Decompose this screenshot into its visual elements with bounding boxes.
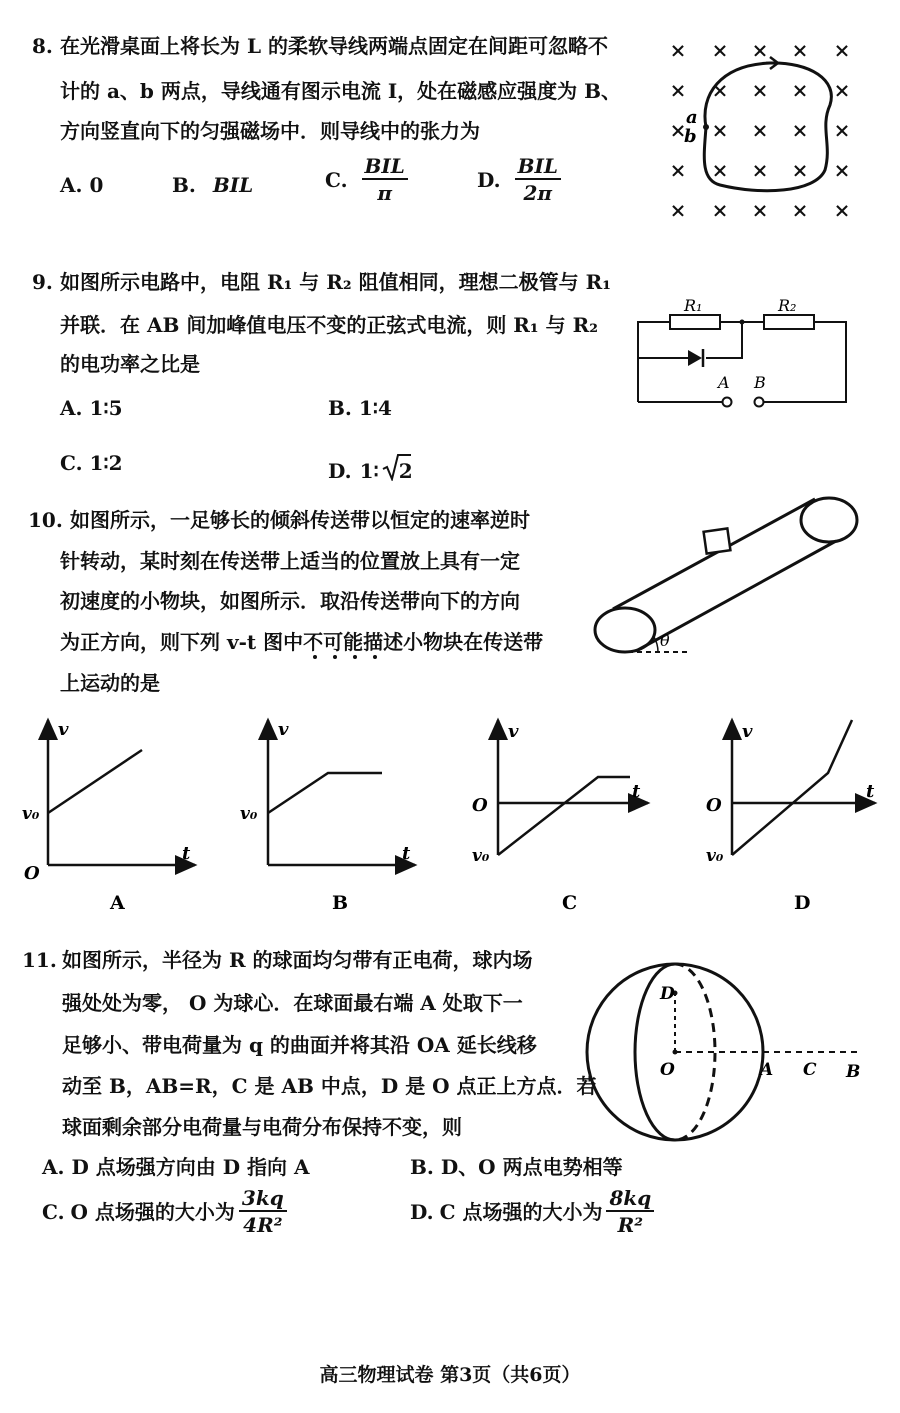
q9-option-a[interactable] xyxy=(60,398,123,418)
numerator: 3kq xyxy=(239,1188,287,1212)
field-cross-icon: × xyxy=(791,118,809,142)
q10-vt-graphs xyxy=(20,715,880,920)
label-theta: θ xyxy=(660,631,670,650)
q9-line-1: 如图所示电路中，电阻 R₁ 与 R₂ 阻值相同，理想二极管与 R₁ xyxy=(60,270,611,294)
q10-number: 10. xyxy=(28,508,63,532)
option-label: C. xyxy=(42,1199,65,1224)
option-text: D 点场强方向由 D 指向 A xyxy=(71,1155,310,1179)
q8-option-c[interactable] xyxy=(325,156,408,203)
label-b: b xyxy=(684,126,697,147)
field-cross-icon: × xyxy=(669,198,687,222)
axis-v: v xyxy=(278,719,289,740)
axis-v: v xyxy=(508,721,519,742)
label-r1: R₁ xyxy=(684,296,703,315)
option-value: BIL xyxy=(212,173,254,197)
q8-line-3: 方向竖直向下的匀强磁场中．则导线中的张力为 xyxy=(60,119,480,143)
field-cross-icon: × xyxy=(833,198,851,222)
label-d: D xyxy=(660,984,675,1004)
field-cross-icon: × xyxy=(711,158,729,182)
option-label: A. xyxy=(42,1155,65,1179)
q9-number: 9. xyxy=(32,270,53,294)
field-cross-icon: × xyxy=(791,158,809,182)
option-label: D. xyxy=(410,1199,434,1224)
option-value: 1∶5 xyxy=(89,396,123,420)
denominator: 2π xyxy=(523,181,553,205)
q11-line-3: 足够小、带电荷量为 q 的曲面并将其沿 OA 延长线移 xyxy=(62,1033,537,1057)
option-label: C. xyxy=(325,167,348,192)
graph-label-d: D xyxy=(794,892,811,914)
q8-option-a[interactable] xyxy=(60,175,103,195)
q10-line-1: 如图所示，一足够长的倾斜传送带以恒定的速率逆时 xyxy=(70,508,530,532)
q10-conveyor-figure xyxy=(588,485,868,665)
numerator: BIL xyxy=(362,156,408,180)
q8-option-b[interactable] xyxy=(172,175,253,195)
field-cross-icon: × xyxy=(669,118,687,142)
field-cross-icon: × xyxy=(711,38,729,62)
numerator: 8kq xyxy=(606,1188,654,1212)
emphasis-dots xyxy=(305,652,385,662)
label-o: O xyxy=(660,1060,675,1080)
field-cross-icon: × xyxy=(669,38,687,62)
field-cross-icon: × xyxy=(791,198,809,222)
label-a: a xyxy=(686,107,698,128)
upper-roller xyxy=(801,498,857,542)
axis-t: t xyxy=(866,781,875,802)
option-label: B. xyxy=(172,173,196,197)
label-r2: R₂ xyxy=(778,296,797,315)
option-text: D、O 两点电势相等 xyxy=(440,1155,623,1179)
label-a: A xyxy=(718,373,730,392)
fraction xyxy=(606,1188,654,1235)
axis-t: t xyxy=(182,843,191,864)
point-dot xyxy=(703,124,709,130)
q11-option-a[interactable] xyxy=(42,1157,310,1177)
diode-icon xyxy=(688,350,702,366)
block xyxy=(704,528,731,553)
q8-option-d[interactable] xyxy=(477,156,561,203)
q11-sphere-figure xyxy=(580,955,875,1155)
fraction xyxy=(239,1188,287,1235)
q11-line-1: 如图所示，半径为 R 的球面均匀带有正电荷，球内场 xyxy=(62,948,533,972)
graph-label-a: A xyxy=(110,892,125,914)
label-origin: O xyxy=(472,795,488,816)
q11-option-b[interactable] xyxy=(410,1157,623,1177)
field-cross-icon: × xyxy=(669,78,687,102)
field-cross-icon: × xyxy=(669,158,687,182)
q9-line-2: 并联．在 AB 间加峰值电压不变的正弦式电流，则 R₁ 与 R₂ xyxy=(60,313,598,337)
field-cross-icon: × xyxy=(751,198,769,222)
fraction xyxy=(515,156,561,203)
label-origin: O xyxy=(706,795,722,816)
label-origin: O xyxy=(24,863,40,884)
option-text: C 点场强的大小为 xyxy=(439,1199,603,1224)
option-label: A. xyxy=(60,396,83,420)
option-label: D. xyxy=(477,167,501,192)
option-value: 1∶2 xyxy=(89,451,123,475)
graph-label-b: B xyxy=(332,892,349,914)
numerator: BIL xyxy=(515,156,561,180)
label-v0: v₀ xyxy=(22,804,40,824)
axis-v: v xyxy=(742,721,753,742)
q10-line-2: 针转动，某时刻在传送带上适当的位置放上具有一定 xyxy=(60,549,520,573)
field-cross-icon: × xyxy=(833,78,851,102)
label-b: B xyxy=(846,1062,861,1082)
q8-line-2: 计的 a、b 两点，导线通有图示电流 I，处在磁感应强度为 B、 xyxy=(60,79,622,103)
option-text: O 点场强的大小为 xyxy=(70,1199,235,1224)
graph-a-line xyxy=(48,750,142,813)
q11-line-4: 动至 B，AB=R，C 是 AB 中点，D 是 O 点正上方点．若 xyxy=(62,1074,597,1098)
terminal-a xyxy=(723,398,732,407)
option-label: B. xyxy=(328,396,352,420)
field-cross-icon: × xyxy=(791,38,809,62)
option-value: 1∶ xyxy=(359,459,379,483)
axis-t: t xyxy=(632,781,641,802)
denominator: R² xyxy=(617,1213,644,1237)
label-v0: v₀ xyxy=(472,846,490,866)
option-value: 1∶4 xyxy=(358,396,392,420)
graph-c xyxy=(472,720,648,914)
field-cross-icon: × xyxy=(751,158,769,182)
field-cross-icon: × xyxy=(751,78,769,102)
field-cross-icon: × xyxy=(833,158,851,182)
q11-option-d[interactable] xyxy=(410,1188,654,1235)
q9-option-d[interactable] xyxy=(328,453,413,481)
q9-option-c[interactable] xyxy=(60,453,123,473)
q10-line-5: 上运动的是 xyxy=(60,671,160,695)
field-cross-icon: × xyxy=(833,118,851,142)
label-a: A xyxy=(760,1060,774,1080)
resistor-r1 xyxy=(670,315,720,329)
field-cross-icon: × xyxy=(791,78,809,102)
graph-label-c: C xyxy=(562,892,578,914)
terminal-b xyxy=(755,398,764,407)
q11-line-2: 强处处为零， O 为球心．在球面最右端 A 处取下一 xyxy=(62,991,523,1015)
q9-option-b[interactable] xyxy=(328,398,392,418)
q8-number: 8. xyxy=(32,34,53,58)
q9-circuit-figure xyxy=(632,290,857,415)
option-label: C. xyxy=(60,451,83,475)
axis-v: v xyxy=(58,719,69,740)
q8-line-1: 在光滑桌面上将长为 L 的柔软导线两端点固定在间距可忽略不 xyxy=(60,34,608,58)
denominator: 4R² xyxy=(243,1213,283,1237)
field-cross-icon: × xyxy=(711,78,729,102)
graph-c-line xyxy=(498,777,630,855)
graph-b xyxy=(240,719,415,914)
label-c: C xyxy=(803,1060,817,1080)
label-b: B xyxy=(754,373,766,392)
graph-b-line xyxy=(268,773,382,813)
q10-line-4: 为正方向，则下列 v-t 图中不可能描述小物块在传送带 xyxy=(60,630,544,654)
field-cross-icon: × xyxy=(711,198,729,222)
fraction xyxy=(362,156,408,203)
field-cross-icon: × xyxy=(833,38,851,62)
q11-number: 11. xyxy=(22,948,57,972)
option-value: 0 xyxy=(89,173,104,197)
label-v0: v₀ xyxy=(240,804,258,824)
option-label: A. xyxy=(60,173,83,197)
q10-line-3: 初速度的小物块，如图所示．取沿传送带向下的方向 xyxy=(60,589,520,613)
q9-line-3: 的电功率之比是 xyxy=(60,352,200,376)
field-cross-icon: × xyxy=(711,118,729,142)
label-v0: v₀ xyxy=(706,846,724,866)
denominator: π xyxy=(377,181,393,205)
q8-magnetic-field-figure xyxy=(660,35,860,230)
field-cross-icon: × xyxy=(751,38,769,62)
option-label: D. xyxy=(328,459,352,483)
graph-d xyxy=(706,720,875,914)
field-cross-icon: × xyxy=(751,118,769,142)
axis-t: t xyxy=(402,843,411,864)
graph-a xyxy=(22,719,195,914)
option-label: B. xyxy=(410,1155,434,1179)
q11-option-c[interactable] xyxy=(42,1188,287,1235)
page-footer: 高三物理试卷 第3页（共6页） xyxy=(319,1364,581,1386)
q11-line-5: 球面剩余部分电荷量与电荷分布保持不变，则 xyxy=(62,1115,462,1139)
resistor-r2 xyxy=(764,315,814,329)
radicand: 2 xyxy=(398,459,413,483)
